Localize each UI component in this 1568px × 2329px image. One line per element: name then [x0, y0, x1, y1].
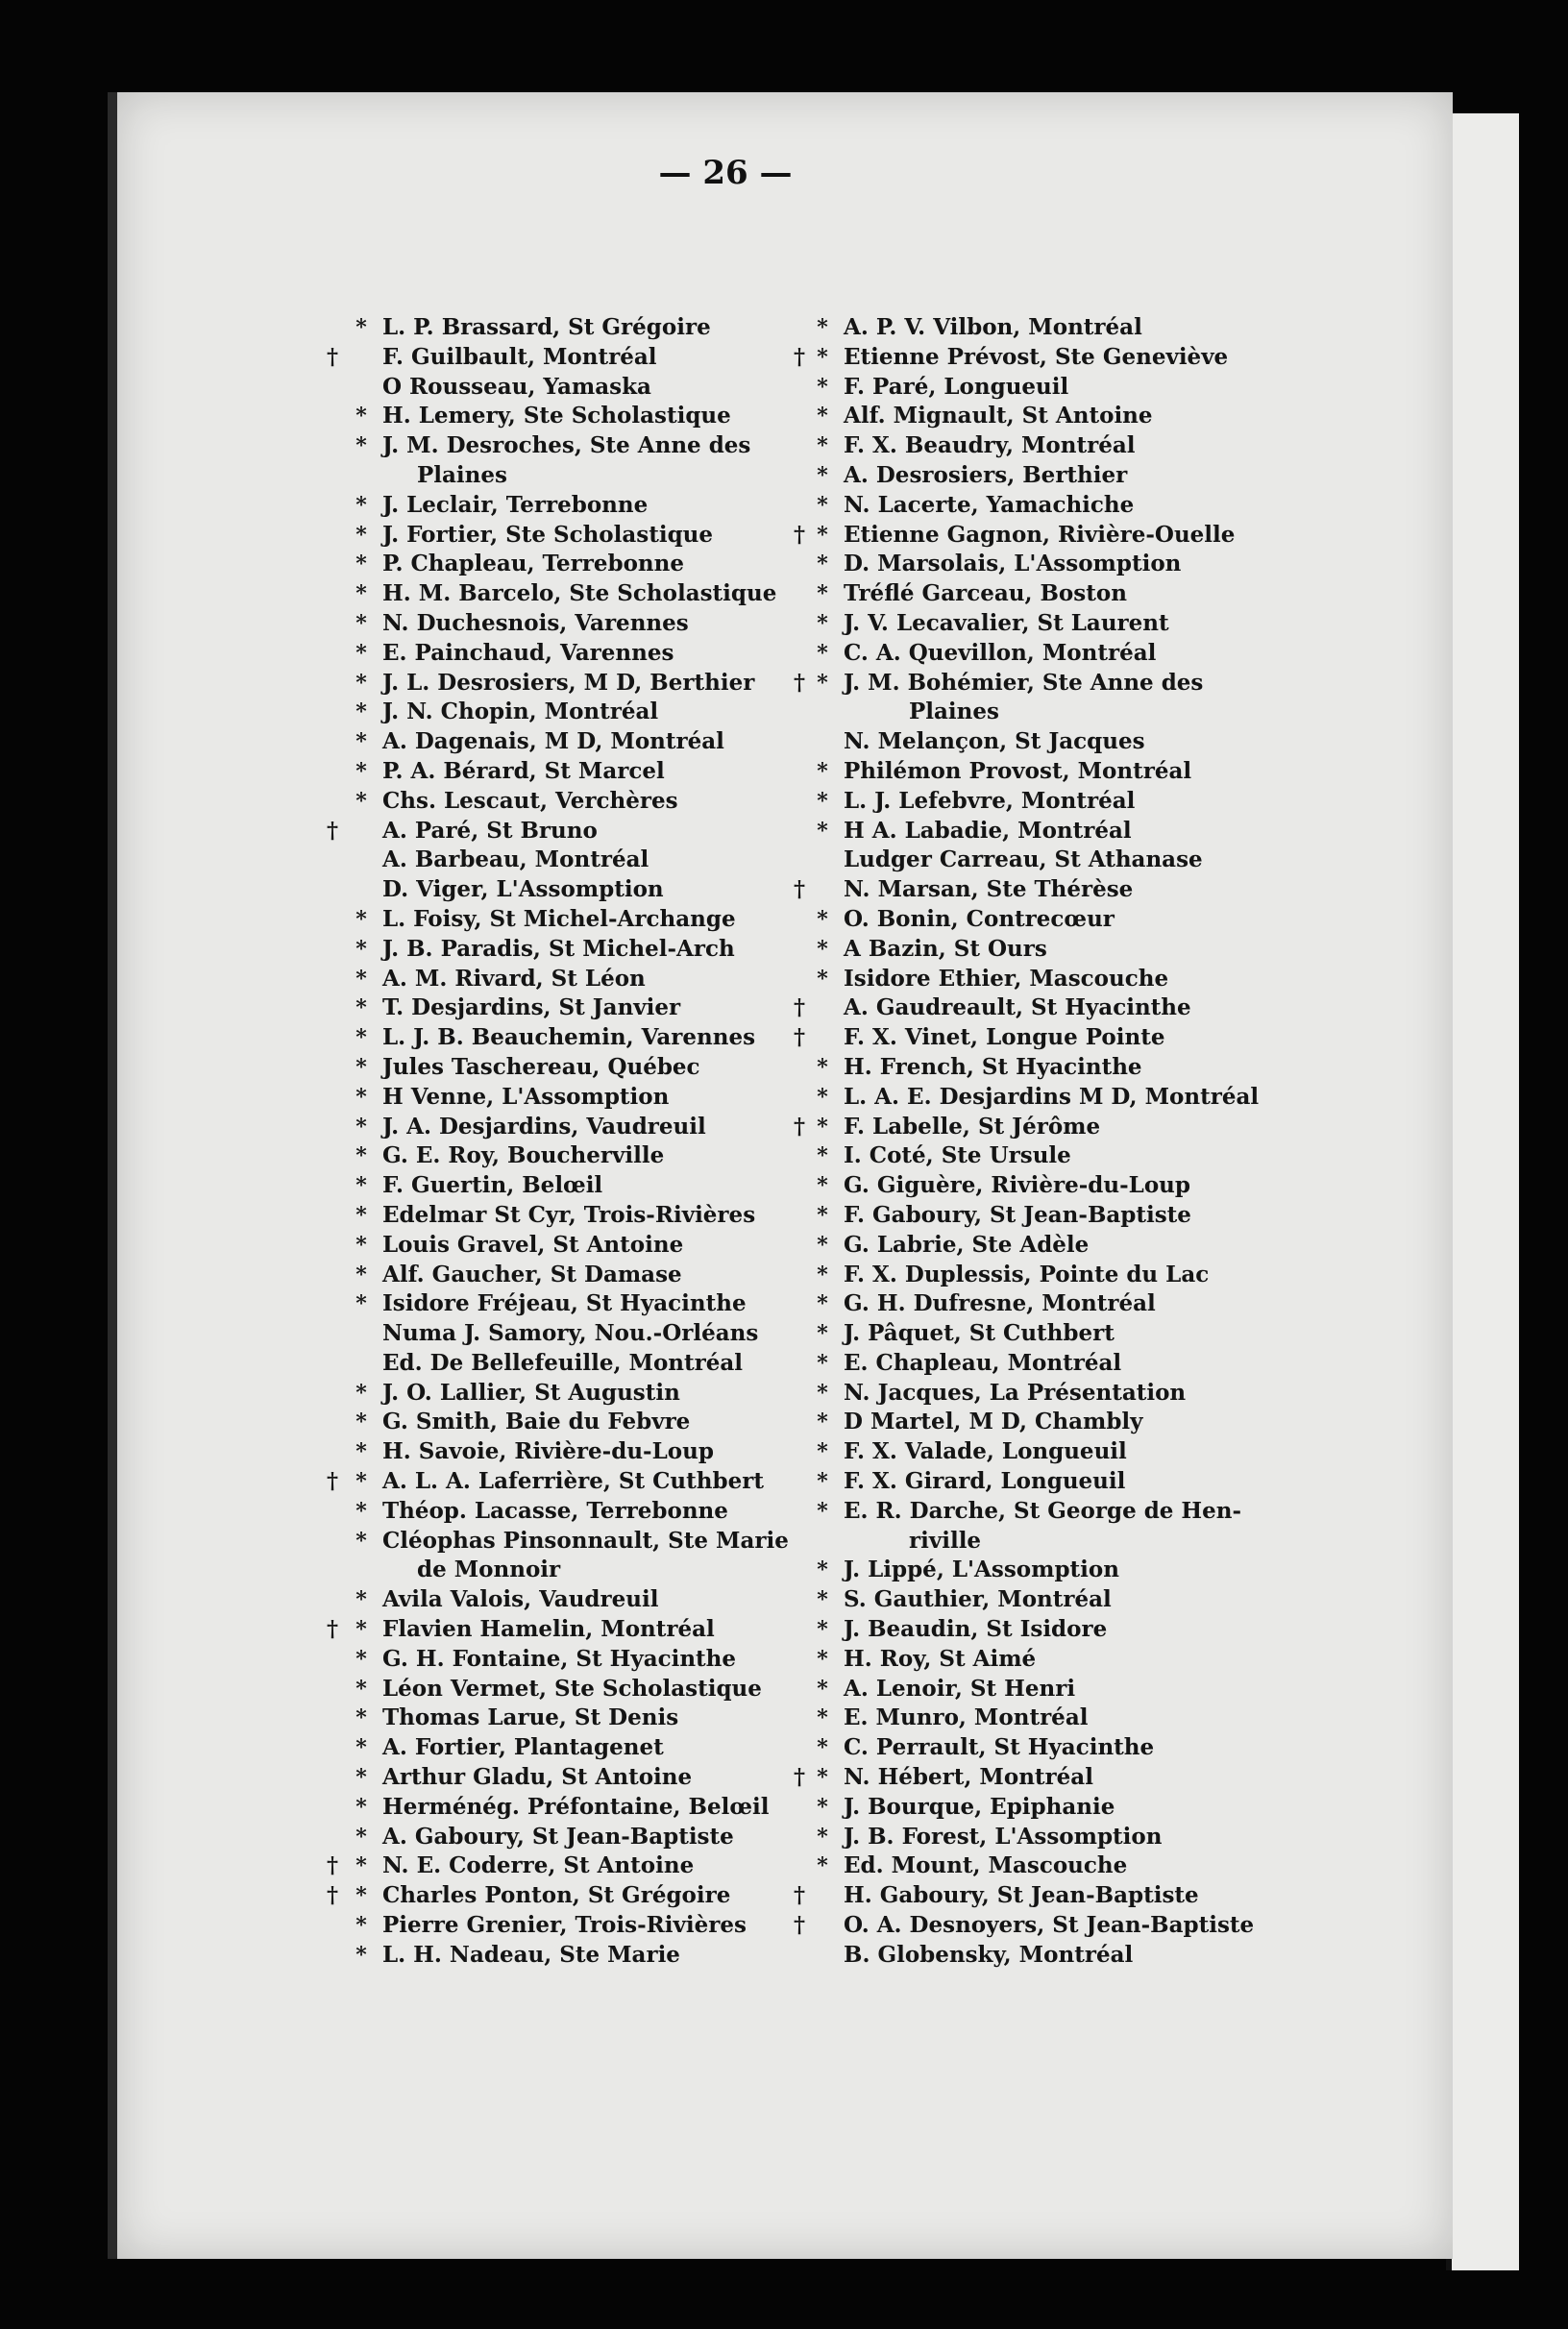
entry-name-place: F. X. Girard, Longueuil: [844, 1468, 1126, 1495]
asterisk-mark: *: [355, 1794, 367, 1820]
dagger-mark: †: [793, 876, 806, 903]
entry-name-place: D. Viger, L'Assomption: [382, 876, 664, 903]
entry-name-place: J. Pâquet, St Cuthbert: [844, 1320, 1115, 1347]
entry-name-place: A. Paré, St Bruno: [382, 817, 598, 844]
entry-name-place: Léon Vermet, Ste Scholastique: [382, 1675, 762, 1702]
asterisk-mark: *: [817, 1114, 828, 1140]
asterisk-mark: *: [817, 522, 828, 548]
entry-name-place: J. Leclair, Terrebonne: [382, 491, 649, 518]
entry-name-place: A Bazin, St Ours: [844, 935, 1047, 962]
asterisk-mark: *: [817, 1469, 828, 1495]
entry-name-place: N. Lacerte, Yamachiche: [844, 491, 1135, 518]
entry-name-place: A. Gaboury, St Jean-Baptiste: [382, 1823, 734, 1850]
page-number: — 26 —: [658, 154, 793, 192]
entry-name-place: Alf. Mignault, St Antoine: [844, 403, 1153, 429]
asterisk-mark: *: [355, 1883, 367, 1909]
entry-name-place: Etienne Prévost, Ste Geneviève: [844, 343, 1229, 370]
entry-name-place: J. M. Bohémier, Ste Anne des: [844, 669, 1204, 696]
list-item: [788, 491, 1412, 521]
list-item: [788, 1113, 1412, 1142]
entry-name-place: Charles Ponton, St Grégoire: [382, 1882, 731, 1909]
entry-name-place: J. Bourque, Epiphanie: [844, 1793, 1115, 1820]
list-item: [788, 1675, 1412, 1704]
entry-name-place: Plaines: [417, 461, 507, 488]
asterisk-mark: *: [817, 1410, 828, 1435]
asterisk-mark: *: [817, 1765, 828, 1791]
entry-name-place: Numa J. Samory, Nou.-Orléans: [382, 1320, 759, 1347]
entry-name-place: Edelmar St Cyr, Trois-Rivières: [382, 1201, 756, 1228]
entry-name-place: C. Perrault, St Hyacinthe: [844, 1734, 1155, 1761]
list-item: [788, 817, 1412, 846]
list-item: [788, 787, 1412, 817]
list-item: [788, 669, 1412, 699]
asterisk-mark: *: [355, 729, 367, 755]
asterisk-mark: *: [355, 1114, 367, 1140]
asterisk-mark: *: [817, 1587, 828, 1613]
asterisk-mark: *: [355, 1173, 367, 1199]
entry-name-place: O Rousseau, Yamaska: [382, 373, 651, 400]
list-item: [788, 965, 1412, 994]
entry-name-place: L. A. E. Desjardins M D, Montréal: [844, 1083, 1260, 1110]
asterisk-mark: *: [817, 1824, 828, 1850]
list-item: [788, 1201, 1412, 1231]
list-item: [788, 727, 1412, 757]
asterisk-mark: *: [817, 1380, 828, 1406]
list-item: [788, 1497, 1412, 1527]
asterisk-mark: *: [817, 758, 828, 784]
asterisk-mark: *: [817, 462, 828, 488]
entry-name-place: Isidore Ethier, Mascouche: [844, 965, 1169, 992]
entry-name-place: J. Fortier, Ste Scholastique: [382, 521, 714, 548]
asterisk-mark: *: [817, 1202, 828, 1228]
entry-name-place: O. Bonin, Contrecœur: [844, 905, 1115, 932]
dagger-mark: †: [326, 343, 339, 370]
list-item: [788, 639, 1412, 669]
list-item: [788, 1408, 1412, 1437]
entry-name-place: B. Globensky, Montréal: [844, 1941, 1134, 1968]
entry-name-place: J. N. Chopin, Montréal: [382, 699, 659, 725]
entry-name-place: N. Melançon, St Jacques: [844, 728, 1145, 755]
list-item: [788, 993, 1412, 1023]
asterisk-mark: *: [817, 610, 828, 636]
list-item: [788, 1053, 1412, 1083]
asterisk-mark: *: [355, 966, 367, 992]
entry-name-place: F. Guilbault, Montréal: [382, 343, 657, 370]
asterisk-mark: *: [355, 1439, 367, 1465]
entry-name-place: F. X. Duplessis, Pointe du Lac: [844, 1261, 1210, 1287]
list-item: [788, 461, 1412, 491]
entry-name-place: Jules Taschereau, Québec: [382, 1053, 700, 1080]
asterisk-mark: *: [355, 1054, 367, 1080]
entry-name-place: F. X. Valade, Longueuil: [844, 1438, 1127, 1465]
dagger-mark: †: [793, 1024, 806, 1051]
entry-name-place: J. Beaudin, St Isidore: [844, 1616, 1108, 1643]
entry-name-place: G. Smith, Baie du Febvre: [382, 1409, 691, 1435]
asterisk-mark: *: [817, 1291, 828, 1317]
asterisk-mark: *: [817, 1439, 828, 1465]
entry-name-place: A. Fortier, Plantagenet: [382, 1734, 664, 1761]
asterisk-mark: *: [355, 1262, 367, 1287]
entry-name-place: I. Coté, Ste Ursule: [844, 1142, 1071, 1169]
entry-name-place: Flavien Hamelin, Montréal: [382, 1616, 715, 1643]
list-item: [788, 579, 1412, 609]
entry-name-place: G. E. Roy, Boucherville: [382, 1142, 665, 1169]
asterisk-mark: *: [355, 1528, 367, 1554]
entry-name-place: J. L. Desrosiers, M D, Berthier: [382, 669, 755, 696]
asterisk-mark: *: [817, 936, 828, 962]
asterisk-mark: *: [817, 433, 828, 459]
dagger-mark: †: [793, 1764, 806, 1791]
asterisk-mark: *: [355, 1143, 367, 1169]
asterisk-mark: *: [355, 522, 367, 548]
list-item: [788, 1763, 1412, 1793]
list-item: [788, 1615, 1412, 1645]
entry-name-place: G. Labrie, Ste Adèle: [844, 1231, 1090, 1258]
asterisk-mark: *: [817, 1617, 828, 1643]
asterisk-mark: *: [355, 492, 367, 518]
asterisk-mark: *: [817, 581, 828, 607]
list-item: [788, 935, 1412, 965]
entry-name-place: Philémon Provost, Montréal: [844, 757, 1192, 784]
entry-name-place: E. Chapleau, Montréal: [844, 1349, 1122, 1376]
entry-name-place: Avila Valois, Vaudreuil: [382, 1586, 659, 1613]
list-item: [788, 609, 1412, 639]
entry-name-place: Théop. Lacasse, Terrebonne: [382, 1497, 728, 1524]
entry-name-place: D Martel, M D, Chambly: [844, 1409, 1143, 1435]
entry-name-place: N. E. Coderre, St Antoine: [382, 1852, 695, 1879]
entry-name-place: L. Foisy, St Michel-Archange: [382, 905, 736, 932]
list-item: [788, 343, 1412, 373]
dagger-mark: †: [793, 994, 806, 1021]
entry-name-place: T. Desjardins, St Janvier: [382, 994, 681, 1021]
asterisk-mark: *: [355, 788, 367, 814]
asterisk-mark: *: [817, 1794, 828, 1820]
entry-name-place: H. Gaboury, St Jean-Baptiste: [844, 1882, 1199, 1909]
entry-name-place: S. Gauthier, Montréal: [844, 1586, 1112, 1613]
list-item: [788, 1556, 1412, 1585]
entry-name-place: Arthur Gladu, St Antoine: [382, 1764, 693, 1791]
entry-name-place: de Monnoir: [417, 1557, 561, 1583]
entry-name-place: A. Gaudreault, St Hyacinthe: [844, 994, 1191, 1021]
entry-name-place: H. Savoie, Rivière-du-Loup: [382, 1438, 714, 1465]
list-item: [788, 373, 1412, 403]
entry-name-place: O. A. Desnoyers, St Jean-Baptiste: [844, 1912, 1255, 1939]
entry-name-place: E. R. Darche, St George de Hen-: [844, 1497, 1242, 1524]
asterisk-mark: *: [355, 1853, 367, 1879]
entry-name-place: N. Marsan, Ste Thérèse: [844, 876, 1134, 903]
asterisk-mark: *: [817, 1321, 828, 1347]
asterisk-mark: *: [817, 1084, 828, 1110]
entry-name-place: F. Guertin, Belœil: [382, 1172, 603, 1199]
asterisk-mark: *: [355, 552, 367, 577]
entry-name-place: G. Giguère, Rivière-du-Loup: [844, 1172, 1190, 1199]
list-item: [788, 1023, 1412, 1053]
asterisk-mark: *: [355, 936, 367, 962]
asterisk-mark: *: [355, 315, 367, 340]
dagger-mark: †: [326, 1468, 339, 1495]
asterisk-mark: *: [355, 1084, 367, 1110]
entry-name-place: N. Hébert, Montréal: [844, 1764, 1093, 1791]
entry-name-place: D. Marsolais, L'Assomption: [844, 551, 1182, 577]
entry-name-place: C. A. Quevillon, Montréal: [844, 639, 1157, 666]
list-item: [788, 402, 1412, 431]
entry-name-place: H A. Labadie, Montréal: [844, 817, 1132, 844]
list-item: [788, 1941, 1412, 1971]
asterisk-mark: *: [355, 1202, 367, 1228]
entry-name-place: A. Desrosiers, Berthier: [844, 461, 1128, 488]
asterisk-mark: *: [355, 1942, 367, 1968]
list-item: [788, 1851, 1412, 1881]
entry-name-place: L. P. Brassard, St Grégoire: [382, 314, 711, 340]
entry-name-place: N. Jacques, La Présentation: [844, 1379, 1187, 1406]
entry-name-place: H. M. Barcelo, Ste Scholastique: [382, 580, 777, 607]
list-item: [788, 1467, 1412, 1497]
dagger-mark: †: [793, 1882, 806, 1909]
asterisk-mark: *: [817, 1173, 828, 1199]
asterisk-mark: *: [817, 906, 828, 932]
list-item: [788, 550, 1412, 579]
asterisk-mark: *: [355, 906, 367, 932]
asterisk-mark: *: [817, 818, 828, 844]
asterisk-mark: *: [817, 1646, 828, 1672]
entry-name-place: H. Roy, St Aimé: [844, 1645, 1037, 1672]
dagger-mark: †: [793, 1912, 806, 1939]
entry-name-place: Etienne Gagnon, Rivière-Ouelle: [844, 521, 1236, 548]
asterisk-mark: *: [355, 758, 367, 784]
entry-name-place: E. Painchaud, Varennes: [382, 639, 674, 666]
list-item: [788, 1141, 1412, 1171]
asterisk-mark: *: [355, 1498, 367, 1524]
dagger-mark: †: [326, 1882, 339, 1909]
entry-name-place: J. B. Paradis, St Michel-Arch: [382, 935, 735, 962]
asterisk-mark: *: [817, 344, 828, 370]
entry-name-place: Thomas Larue, St Denis: [382, 1704, 679, 1731]
list-item: [788, 1645, 1412, 1675]
dagger-mark: †: [326, 1616, 339, 1643]
list-item: [788, 1261, 1412, 1290]
list-item: [788, 1379, 1412, 1409]
asterisk-mark: *: [355, 1765, 367, 1791]
list-item: [788, 1793, 1412, 1823]
asterisk-mark: *: [355, 1617, 367, 1643]
list-item: [788, 1349, 1412, 1379]
entry-name-place: A. Barbeau, Montréal: [382, 846, 649, 873]
dagger-mark: †: [793, 669, 806, 696]
asterisk-mark: *: [355, 1824, 367, 1850]
asterisk-mark: *: [817, 1498, 828, 1524]
entry-name-place: J. V. Lecavalier, St Laurent: [844, 609, 1169, 636]
asterisk-mark: *: [817, 492, 828, 518]
entry-name-place: F. X. Beaudry, Montréal: [844, 432, 1136, 459]
entry-name-place: L. J. Lefebvre, Montréal: [844, 787, 1136, 814]
list-item: [788, 1171, 1412, 1201]
entry-name-place: F. Labelle, St Jérôme: [844, 1113, 1101, 1140]
list-item-continuation: [788, 1527, 1412, 1557]
adjacent-page-edge: [1446, 113, 1519, 2270]
list-item: [788, 1319, 1412, 1349]
entry-name-place: J. Lippé, L'Assomption: [844, 1557, 1119, 1583]
entry-name-place: Chs. Lescaut, Verchères: [382, 787, 678, 814]
list-item: [788, 313, 1412, 343]
asterisk-mark: *: [355, 995, 367, 1021]
asterisk-mark: *: [817, 315, 828, 340]
entry-name-place: J. B. Forest, L'Assomption: [844, 1823, 1163, 1850]
entry-name-place: F. Paré, Longueuil: [844, 373, 1069, 400]
entry-name-place: H. Lemery, Ste Scholastique: [382, 403, 731, 429]
entry-name-place: J. M. Desroches, Ste Anne des: [382, 432, 751, 459]
list-item: [788, 1437, 1412, 1467]
dagger-mark: †: [793, 521, 806, 548]
list-item: [788, 1704, 1412, 1733]
list-item: [788, 1585, 1412, 1615]
entry-name-place: A. P. V. Vilbon, Montréal: [844, 314, 1142, 340]
entry-name-place: H Venne, L'Assomption: [382, 1083, 670, 1110]
asterisk-mark: *: [355, 1291, 367, 1317]
list-item: [788, 1733, 1412, 1763]
list-item: [788, 905, 1412, 935]
list-item: [788, 1231, 1412, 1261]
dagger-mark: †: [793, 343, 806, 370]
asterisk-mark: *: [355, 610, 367, 636]
entry-name-place: Tréflé Garceau, Boston: [844, 580, 1127, 607]
asterisk-mark: *: [817, 1705, 828, 1731]
entry-name-place: Louis Gravel, St Antoine: [382, 1231, 684, 1258]
list-item: [788, 1823, 1412, 1852]
asterisk-mark: *: [355, 1913, 367, 1939]
entry-name-place: Cléophas Pinsonnault, Ste Marie: [382, 1527, 789, 1554]
entry-name-place: Alf. Gaucher, St Damase: [382, 1261, 682, 1287]
asterisk-mark: *: [817, 1232, 828, 1258]
entry-name-place: N. Duchesnois, Varennes: [382, 609, 689, 636]
entry-name-place: Pierre Grenier, Trois-Rivières: [382, 1912, 747, 1939]
asterisk-mark: *: [817, 640, 828, 666]
entry-name-place: Ludger Carreau, St Athanase: [844, 846, 1203, 873]
asterisk-mark: *: [817, 404, 828, 429]
asterisk-mark: *: [355, 1676, 367, 1702]
asterisk-mark: *: [355, 1380, 367, 1406]
entry-name-place: A. Dagenais, M D, Montréal: [382, 728, 724, 755]
entry-name-place: Herménég. Préfontaine, Belœil: [382, 1793, 770, 1820]
asterisk-mark: *: [817, 1054, 828, 1080]
dagger-mark: †: [326, 817, 339, 844]
entry-name-place: Ed. Mount, Mascouche: [844, 1852, 1128, 1879]
asterisk-mark: *: [817, 1735, 828, 1761]
entry-name-place: J. O. Lallier, St Augustin: [382, 1379, 680, 1406]
dagger-mark: †: [793, 1113, 806, 1140]
dagger-mark: †: [326, 1852, 339, 1879]
asterisk-mark: *: [817, 552, 828, 577]
entry-name-place: L. J. B. Beauchemin, Varennes: [382, 1024, 756, 1051]
list-item: [788, 1289, 1412, 1319]
entry-name-place: F. X. Vinet, Longue Pointe: [844, 1024, 1165, 1051]
asterisk-mark: *: [355, 1232, 367, 1258]
entry-name-place: E. Munro, Montréal: [844, 1704, 1089, 1731]
asterisk-mark: *: [817, 670, 828, 696]
asterisk-mark: *: [355, 581, 367, 607]
asterisk-mark: *: [355, 1410, 367, 1435]
entry-name-place: Plaines: [909, 699, 999, 725]
entry-name-place: G. H. Dufresne, Montréal: [844, 1290, 1156, 1317]
asterisk-mark: *: [355, 670, 367, 696]
list-item: [788, 875, 1412, 905]
asterisk-mark: *: [355, 1705, 367, 1731]
list-item-continuation: [788, 698, 1412, 727]
entry-name-place: G. H. Fontaine, St Hyacinthe: [382, 1645, 737, 1672]
list-item: [788, 1911, 1412, 1941]
asterisk-mark: *: [817, 1143, 828, 1169]
asterisk-mark: *: [817, 966, 828, 992]
entry-name-place: A. L. A. Laferrière, St Cuthbert: [382, 1468, 764, 1495]
asterisk-mark: *: [355, 640, 367, 666]
asterisk-mark: *: [817, 1676, 828, 1702]
asterisk-mark: *: [355, 1025, 367, 1051]
entry-name-place: J. A. Desjardins, Vaudreuil: [382, 1113, 706, 1140]
asterisk-mark: *: [355, 404, 367, 429]
list-item: [788, 521, 1412, 551]
entry-name-place: P. Chapleau, Terrebonne: [382, 551, 685, 577]
entry-name-place: Ed. De Bellefeuille, Montréal: [382, 1349, 744, 1376]
entry-name-place: A. Lenoir, St Henri: [844, 1675, 1076, 1702]
entry-name-place: Isidore Fréjeau, St Hyacinthe: [382, 1290, 747, 1317]
entry-name-place: F. Gaboury, St Jean-Baptiste: [844, 1201, 1191, 1228]
entry-name-place: riville: [909, 1527, 982, 1554]
asterisk-mark: *: [817, 1262, 828, 1287]
asterisk-mark: *: [355, 1646, 367, 1672]
asterisk-mark: *: [355, 1469, 367, 1495]
asterisk-mark: *: [355, 433, 367, 459]
list-item: [788, 846, 1412, 875]
asterisk-mark: *: [817, 374, 828, 400]
list-item: [788, 757, 1412, 787]
entry-name-place: H. French, St Hyacinthe: [844, 1053, 1142, 1080]
list-item: [788, 1881, 1412, 1911]
asterisk-mark: *: [355, 1735, 367, 1761]
list-item: [788, 1083, 1412, 1113]
asterisk-mark: *: [817, 1557, 828, 1583]
asterisk-mark: *: [817, 1350, 828, 1376]
asterisk-mark: *: [817, 788, 828, 814]
entry-name-place: A. M. Rivard, St Léon: [382, 965, 646, 992]
list-item: [788, 431, 1412, 461]
asterisk-mark: *: [355, 699, 367, 725]
entry-name-place: P. A. Bérard, St Marcel: [382, 757, 665, 784]
asterisk-mark: *: [817, 1853, 828, 1879]
right-column: [788, 313, 1412, 1971]
entry-name-place: L. H. Nadeau, Ste Marie: [382, 1941, 680, 1968]
asterisk-mark: *: [355, 1587, 367, 1613]
